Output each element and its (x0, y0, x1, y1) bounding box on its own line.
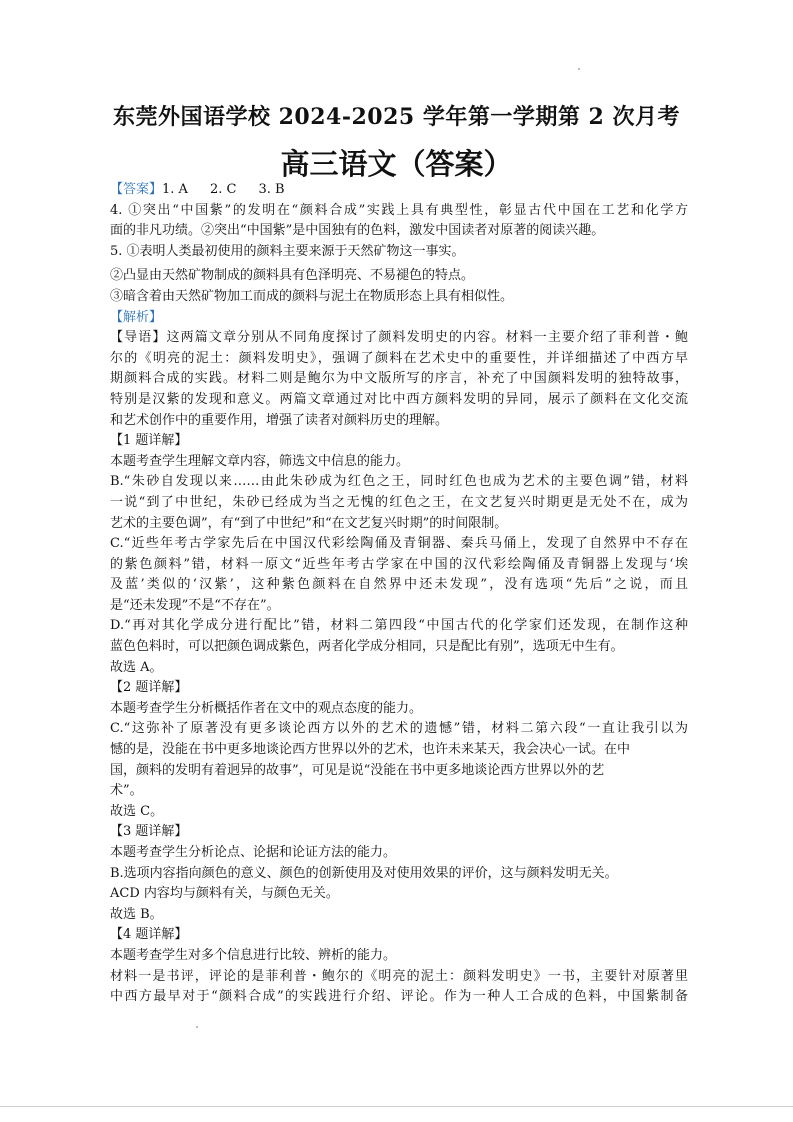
text-line: 面的非凡功绩。②突出“中国紫”是中国独有的色料，激发中国读者对原著的阅读兴趣。 (110, 223, 605, 239)
text-line: 术”。 (110, 783, 143, 799)
text-line: 本题考查学生分析概括作者在文中的观点态度的能力。 (110, 700, 423, 716)
text-line: 憾的是，没能在书中更多地谈论西方世界以外的艺术，也许未来某天，我会决心一试。在中 (110, 742, 631, 758)
text-line: 和艺术创作中的重要作用，增强了读者对颜料历史的理解。 (110, 412, 449, 428)
text-line: C.“这弥补了原著没有更多谈论西方以外的艺术的遗憾”错，材料二第六段“一直让我引以为 (110, 721, 688, 737)
text-line: 4. ①突出“中国紫”的发明在“颜料合成”实践上具有典型性，彰显古代中国在工艺和化学方 (110, 202, 688, 218)
text-line: 期颜料合成的实践。材料二则是鲍尔为中文版所写的序言，补充了中国颜料发明的独特故事， (110, 371, 688, 387)
text-line: 中西方最早对于“颜料合成”的实践进行介绍、评论。作为一种人工合成的色料，中国紫制备 (110, 989, 688, 1005)
section-heading: 【3 题详解】 (110, 824, 188, 840)
scan-speck (578, 68, 580, 70)
document-subtitle: 高三语文（答案） (280, 147, 513, 181)
text-line: B.选项内容指向颜色的意义、颜色的创新使用及对使用效果的评价，这与颜料发明无关。 (110, 865, 618, 881)
text-line: 的紫色颜料”错，材料一原文“近些年考古学家在中国的汉代彩绘陶俑及青铜器上发现与‘埃 (110, 556, 688, 572)
text-line: 本题考查学生分析论点、论据和论证方法的能力。 (110, 845, 397, 860)
scan-speck (196, 1026, 198, 1028)
text-line: B.“朱砂自发现以来……由此朱砂成为红色之王，同时红色也成为艺术的主要色调”错，材料 (110, 474, 688, 490)
text-line: C.“近些年考古学家先后在中国汉代彩绘陶俑及青铜器、秦兵马俑上，发现了自然界中不存在 (110, 536, 688, 552)
answer-item: 3. B (258, 182, 285, 197)
document-title: 东莞外国语学校 2024-2025 学年第一学期第 2 次月考 (112, 104, 681, 130)
text-line: 本题考查学生理解文章内容，筛选文中信息的能力。 (110, 453, 410, 469)
text-line: 尔的《明亮的泥土：颜料发明史》，强调了颜料在艺术史中的重要性，并详细描述了中西方早 (110, 350, 688, 366)
text-line: D.“再对其化学成分进行配比”错，材料二第四段“中国古代的化学家们还发现，在制作这种 (110, 618, 688, 634)
text-line: 5. ①表明人类最初使用的颜料主要来源于天然矿物这一事实。 (110, 243, 465, 259)
text-line: 【导语】这两篇文章分别从不同角度探讨了颜料发明史的内容。材料一主要介绍了菲利普・鲍 (110, 330, 688, 346)
answer-tag: 【答案】 (110, 182, 163, 197)
section-heading: 【2 题详解】 (110, 680, 188, 696)
text-line: 故选 C。 (110, 803, 164, 819)
text-line: 及蓝’类似的‘汉紫’，这种紫色颜料在自然界中还未发现”，没有选项“先后”之说，而且 (110, 577, 688, 593)
answer-body (110, 180, 688, 1008)
analysis-tag: 【解析】 (110, 309, 163, 325)
text-line: 故选 A。 (110, 659, 163, 675)
text-line: 蓝色色料时，可以把颜色调成紫色，两者化学成分相同，只是配比有别”，选项无中生有。 (110, 639, 624, 655)
answer-item: 2. C (209, 182, 237, 197)
text-line: 故选 B。 (110, 906, 163, 922)
text-line: ②凸显由天然矿物制成的颜料具有色泽明亮、不易褪色的特点。 (110, 268, 475, 284)
section-heading: 【4 题详解】 (110, 927, 188, 943)
answer-key-line (110, 180, 688, 201)
text-line: ACD 内容均与颜料有关，与颜色无关。 (110, 886, 339, 902)
text-line: ③暗含着由天然矿物加工而成的颜料与泥土在物质形态上具有相似性。 (110, 288, 514, 304)
text-line: 特别是汉紫的发现和意义。两篇文章通过对比中西方颜料发明的异同，展示了颜料在文化交流 (110, 391, 688, 407)
text-line: 一说“到了中世纪，朱砂已经成为当之无愧的红色之王，在文艺复兴时期更是无处不在，成为 (110, 494, 688, 510)
text-line: 本题考查学生对多个信息进行比较、辨析的能力。 (110, 947, 397, 963)
page-bottom-rule (0, 1106, 793, 1107)
text-line: 国，颜料的发明有着迥异的故事”，可见是说“没能在书中更多地谈论西方世界以外的艺 (110, 762, 605, 778)
text-line: 材料一是书评，评论的是菲利普・鲍尔的《明亮的泥土：颜料发明史》一书，主要针对原著里 (110, 968, 688, 984)
section-heading: 【1 题详解】 (110, 433, 188, 449)
text-line: 是“还未发现”不是“不存在”。 (110, 597, 280, 613)
text-line: 艺术的主要色调”，有“到了中世纪”和“在文艺复兴时期”的时间限制。 (110, 515, 508, 531)
answer-item: 1. A (162, 182, 188, 197)
